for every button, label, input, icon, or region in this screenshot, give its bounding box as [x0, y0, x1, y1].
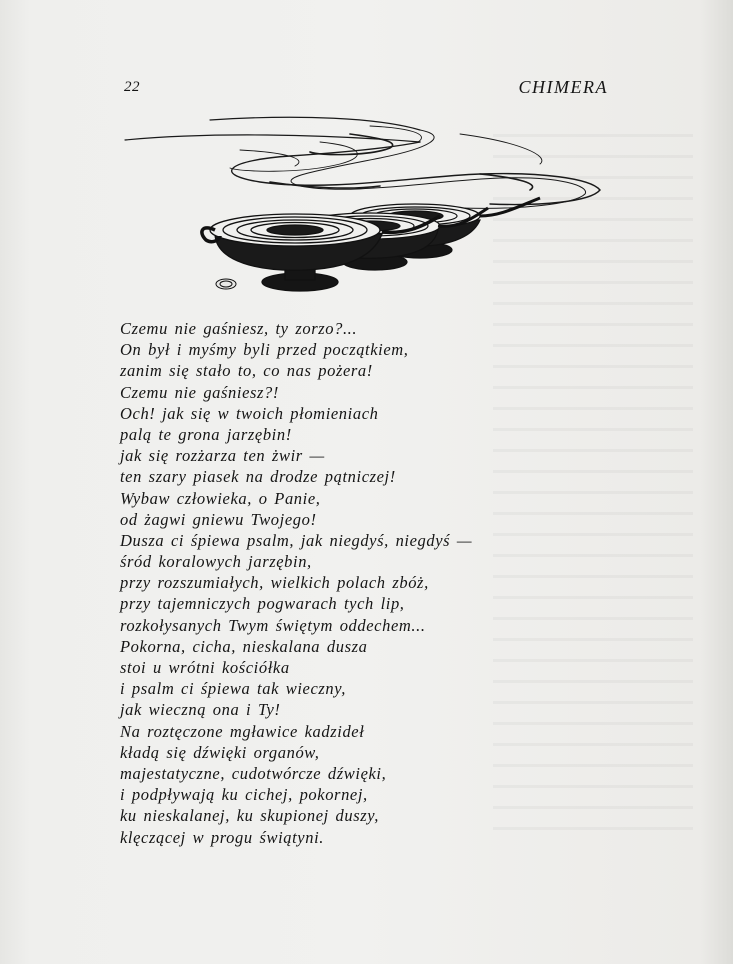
poem-line: Czemu nie gaśniesz, ty zorzo?...: [120, 319, 358, 338]
poem-line: ku nieskalanej, ku skupionej duszy,: [120, 806, 380, 826]
page-number: 22: [124, 79, 140, 95]
poem-text: [120, 318, 540, 848]
poem-line: majestatyczne, cudotwórcze dźwięki,: [120, 763, 387, 783]
poem-line: Och! jak się w twoich płomieniach: [120, 403, 379, 423]
poem-line: zanim się stało to, co nas pożera!: [120, 361, 373, 381]
poem-line: On był i myśmy byli przed początkiem,: [120, 340, 409, 360]
poem-line: jak się rozżarza ten żwir —: [120, 446, 325, 466]
poem-line: stoi u wrótni kościółka: [120, 658, 290, 677]
oil-lamps-smoke-illustration: [120, 112, 610, 297]
smoke-trails: [125, 117, 600, 208]
poem-line: Czemu nie gaśniesz?!: [120, 382, 279, 402]
small-coin: [216, 279, 236, 289]
poem-line: Wybaw człowieka, o Panie,: [120, 488, 321, 508]
running-title: CHIMERA: [518, 77, 608, 97]
poem-line: i podpływają ku cichej, pokornej,: [120, 785, 368, 805]
poem-line: Dusza ci śpiewa psalm, jak niegdyś, niegdyś —: [120, 530, 473, 550]
poem-line: śród koralowych jarzębin,: [120, 552, 312, 572]
poem-line: przy tajemniczych pogwarach tych lip,: [120, 594, 405, 614]
poem-line: ten szary piasek na drodze pątniczej!: [120, 467, 396, 487]
poem-line: palą te grona jarzębin!: [120, 424, 292, 444]
poem-line: rozkołysanych Twym świętym oddechem...: [120, 615, 426, 635]
poem-line: przy rozszumiałych, wielkich polach zbóż,: [120, 573, 429, 593]
poem-line: jak wieczną ona i Ty!: [120, 700, 281, 720]
poem-line: Na roztęczone mgławice kadzideł: [120, 721, 365, 741]
poem-line: Pokorna, cicha, nieskalana dusza: [120, 636, 368, 656]
poem-line: kładą się dźwięki organów,: [120, 742, 320, 762]
poem-line: od żagwi gniewu Twojego!: [120, 509, 317, 529]
poem-line: i psalm ci śpiewa tak wieczny,: [120, 679, 346, 699]
poem-line: klęczącej w progu świątyni.: [120, 827, 324, 847]
